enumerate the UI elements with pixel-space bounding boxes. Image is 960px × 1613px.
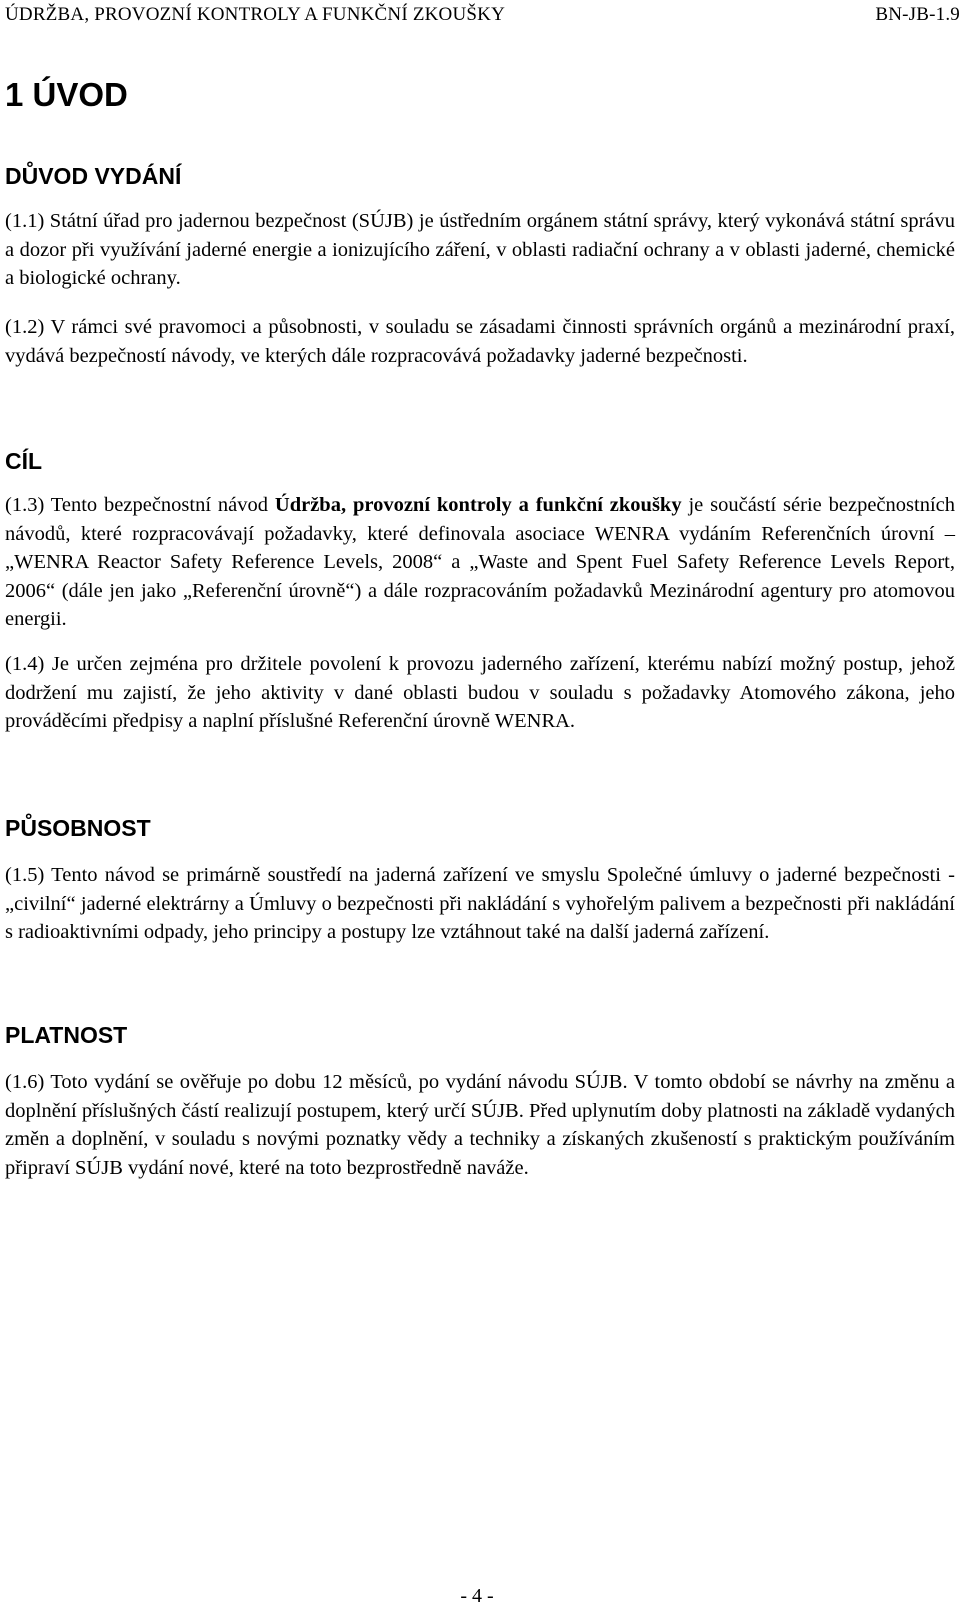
paragraph-1-1: (1.1) Státní úřad pro jadernou bezpečnost (SÚJB) je ústředním orgánem státní správy, který vykonává státní správu a dozor při využívání jaderné energie a ionizujícího záření, v oblasti radiační ochrany a v oblasti jaderné, chemické a biologické ochrany. — [5, 210, 955, 289]
page-number: - 4 - — [460, 1585, 494, 1607]
paragraph-1-6: (1.6) Toto vydání se ověřuje po dobu 12 měsíců, po vydání návodu SÚJB. V tomto období se návrhy na změnu a doplnění příslušných částí realizují postupem, který určí SÚJB. Před uplynutím doby platnosti na základě vydaných změn a doplnění, v souladu s novými poznatky vědy a techniky a získaných zkušeností s praktickým používáním připraví SÚJB vydání nové, které na toto bezprostředně naváže. — [5, 1071, 955, 1179]
document-code: BN-JB-1.9 — [875, 4, 960, 25]
paragraph-1-3-lead: (1.3) Tento bezpečnostní návod — [5, 494, 275, 516]
paragraph-1-5: (1.5) Tento návod se primárně soustředí na jaderná zařízení ve smyslu Společné úmluvy o jaderné bezpečnosti - „civilní“ jaderné elektrárny a Úmluvy o bezpečnosti při nakládání s vyhořelým palivem a bezpečnosti při nakládání s radioaktivními odpady, jeho principy a postupy lze vztáhnout také na další jaderná zařízení. — [5, 864, 955, 943]
section-heading-pusobnost: PŮSOBNOST — [5, 815, 151, 841]
paragraph-1-3-rest: je součástí série bezpečnostních návodů, které rozpracovávají požadavky, které definovala asociace WENRA vydáním Referenčních úrovní – „WENRA Reactor Safety Reference Levels, 2008“ a „Waste and Spent Fuel Safety Reference Levels Report, 2006“ (dále jen jako „Referenční úrovně“) a dále rozpracováním požadavků Mezinárodní agentury pro atomovou energii. — [5, 494, 955, 630]
section-heading-duvod: DŮVOD VYDÁNÍ — [5, 163, 182, 189]
section-heading-platnost: PLATNOST — [5, 1022, 128, 1048]
paragraph-1-4: (1.4) Je určen zejména pro držitele povolení k provozu jaderného zařízení, kterému nabízí možný postup, jehož dodržení mu zajistí, že jeho aktivity v dané oblasti budou v souladu s požadavky Atomového zákona, jeho prováděcími předpisy a naplní příslušné Referenční úrovně WENRA. — [5, 653, 955, 732]
guide-title-bold: Údržba, provozní kontroly a funkční zkoušky — [274, 494, 682, 516]
section-heading-cil: CÍL — [5, 448, 43, 474]
document-title: ÚDRŽBA, PROVOZNÍ KONTROLY A FUNKČNÍ ZKOUŠKY — [5, 4, 506, 25]
paragraph-1-2: (1.2) V rámci své pravomoci a působnosti, v souladu se zásadami činnosti správních orgánů a mezinárodní praxí, vydává bezpečností návody, ve kterých dále rozpracovává požadavky jaderné bezpečnosti. — [5, 316, 955, 367]
paragraph-1-3 — [5, 491, 955, 634]
page-header — [0, 4, 960, 32]
page-footer — [0, 1585, 960, 1608]
chapter-title: 1 ÚVOD — [5, 76, 128, 113]
